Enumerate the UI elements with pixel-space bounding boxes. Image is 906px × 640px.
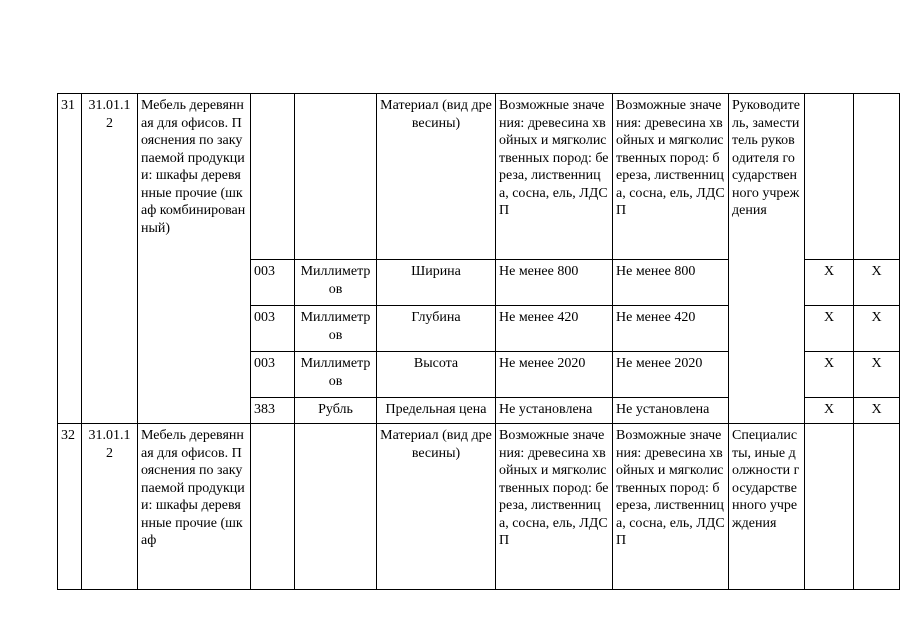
characteristic-name: Предельная цена xyxy=(377,398,496,424)
characteristic-name: Материал (вид древесины) xyxy=(377,424,496,590)
characteristic-value: Не менее 2020 xyxy=(496,352,613,398)
characteristic-name: Материал (вид древесины) xyxy=(377,94,496,260)
characteristic-value: Не менее 420 xyxy=(613,306,729,352)
characteristic-name: Ширина xyxy=(377,260,496,306)
x-mark: X xyxy=(854,306,900,352)
x-mark: X xyxy=(805,260,854,306)
x-mark: X xyxy=(854,260,900,306)
row-number: 31 xyxy=(58,94,82,424)
characteristic-value: Возможные значения: древесина хвойных и мягколиственных пород: береза, лиственница, сосна, ель, ЛДСП xyxy=(496,424,613,590)
unit-code: 003 xyxy=(251,352,295,398)
empty-cell xyxy=(854,424,900,590)
requirements-table xyxy=(57,93,900,590)
characteristic-name: Глубина xyxy=(377,306,496,352)
characteristic-value: Не менее 420 xyxy=(496,306,613,352)
x-mark: X xyxy=(805,398,854,424)
unit-name: Миллиметров xyxy=(295,306,377,352)
characteristic-value: Не установлена xyxy=(613,398,729,424)
product-name: Мебель деревянная для офисов. Пояснения по закупаемой продукции: шкафы деревянные прочие (шкаф комбинированный) xyxy=(138,94,251,424)
unit-name xyxy=(295,94,377,260)
characteristic-value: Возможные значения: древесина хвойных и мягколиственных пород: береза, лиственница, сосна, ель, ЛДСП xyxy=(496,94,613,260)
position-category: Специалисты, иные должности государственного учреждения xyxy=(729,424,805,590)
unit-name: Миллиметров xyxy=(295,260,377,306)
characteristic-name: Высота xyxy=(377,352,496,398)
x-mark: X xyxy=(805,352,854,398)
unit-code xyxy=(251,424,295,590)
unit-name: Рубль xyxy=(295,398,377,424)
unit-code: 003 xyxy=(251,260,295,306)
table-row xyxy=(58,94,900,260)
x-mark: X xyxy=(854,352,900,398)
unit-code: 383 xyxy=(251,398,295,424)
x-mark: X xyxy=(805,306,854,352)
x-mark: X xyxy=(854,398,900,424)
characteristic-value: Не менее 800 xyxy=(613,260,729,306)
characteristic-value: Возможные значения: древесина хвойных и мягколиственных пород: береза, лиственница, сосна, ель, ЛДСП xyxy=(613,424,729,590)
characteristic-value: Возможные значения: древесина хвойных и мягколиственных пород: береза, лиственница, сосна, ель, ЛДСП xyxy=(613,94,729,260)
row-number: 32 xyxy=(58,424,82,590)
unit-name xyxy=(295,424,377,590)
unit-name: Миллиметров xyxy=(295,352,377,398)
unit-code xyxy=(251,94,295,260)
characteristic-value: Не установлена xyxy=(496,398,613,424)
table-row xyxy=(58,424,900,590)
okpd-code: 31.01.1 2 xyxy=(82,424,138,590)
empty-cell xyxy=(854,94,900,260)
okpd-code: 31.01.1 2 xyxy=(82,94,138,424)
empty-cell xyxy=(805,94,854,260)
position-category: Руководитель, заместитель руководителя государственного учреждения xyxy=(729,94,805,424)
unit-code: 003 xyxy=(251,306,295,352)
empty-cell xyxy=(805,424,854,590)
product-name: Мебель деревянная для офисов. Пояснения по закупаемой продукции: шкафы деревянные прочие (шкаф xyxy=(138,424,251,590)
characteristic-value: Не менее 800 xyxy=(496,260,613,306)
characteristic-value: Не менее 2020 xyxy=(613,352,729,398)
